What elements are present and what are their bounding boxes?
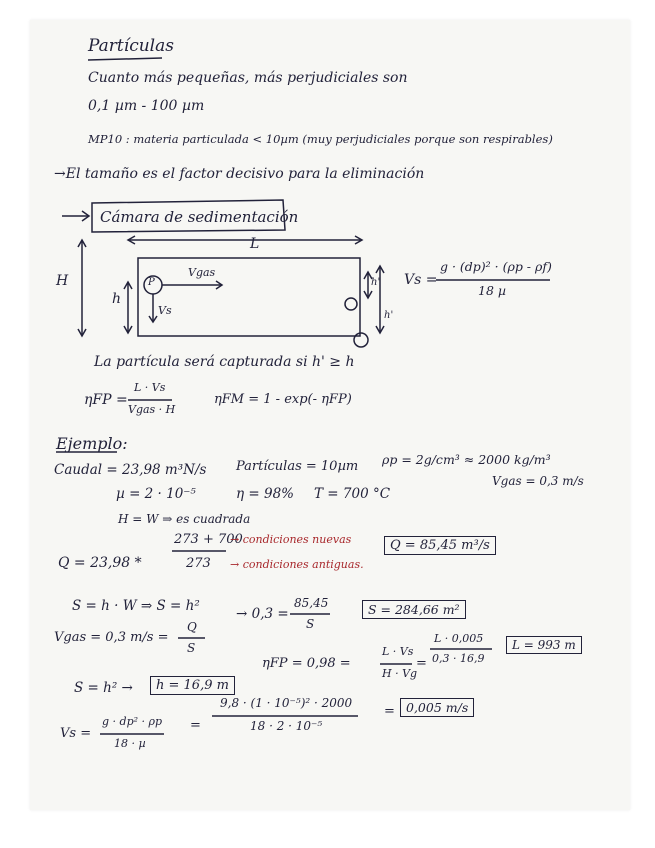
eta-fp-lhs: ηFP = xyxy=(84,392,128,408)
section-heading: Cámara de sedimentación xyxy=(100,208,299,226)
efp-numerator: L · Vs xyxy=(382,645,414,658)
label-L: L xyxy=(250,236,260,252)
h-relation: S = h² → xyxy=(74,680,133,696)
example-heading: Ejemplo: xyxy=(56,434,128,453)
efp-equals: = xyxy=(416,656,427,671)
v-numerator: Q xyxy=(187,620,197,634)
title-underline xyxy=(88,58,162,60)
q-denominator: 273 xyxy=(186,556,211,571)
eta-fm-formula: ηFM = 1 - exp(- ηFP) xyxy=(214,392,352,407)
example-vgas: Vgas = 0,3 m/s xyxy=(492,474,584,488)
example-eta: η = 98% xyxy=(236,486,294,502)
vgas-relation: Vgas = 0,3 m/s = xyxy=(54,630,169,645)
vs-example-denominator-2: 18 · 2 · 10⁻⁵ xyxy=(250,719,323,733)
vs-example-equals-2: = xyxy=(384,704,395,719)
capture-condition: La partícula será capturada si h' ≥ h xyxy=(94,354,355,370)
eta-fp-denominator: Vgas · H xyxy=(128,403,176,416)
example-hw: H = W ⇒ es cuadrada xyxy=(118,512,251,526)
efp-numerator-2: L · 0,005 xyxy=(434,632,484,645)
q-old-conditions: → condiciones antiguas. xyxy=(230,558,364,571)
example-temperature: T = 700 °C xyxy=(314,486,391,502)
note-line-4: →El tamaño es el factor decisivo para la eliminación xyxy=(54,166,425,182)
settled-particle-lower xyxy=(354,333,368,347)
v-denominator: S xyxy=(187,641,196,655)
eta-fp-numerator: L · Vs xyxy=(134,381,166,394)
chamber-rectangle xyxy=(138,258,360,336)
s-denominator: S xyxy=(306,617,315,631)
vs-formula-lhs: Vs = xyxy=(404,272,438,288)
label-vgas: Vgas xyxy=(188,266,216,279)
label-h: h xyxy=(112,291,122,307)
vs-example-equals: = xyxy=(190,718,201,733)
example-rho: ρp = 2g/cm³ ≈ 2000 kg/m³ xyxy=(382,452,551,467)
vs-result: 0,005 m/s xyxy=(400,698,474,717)
s-result: S = 284,66 m² xyxy=(362,600,466,619)
efp-lhs: ηFP = 0,98 = xyxy=(262,656,351,671)
s-relation: S = h · W ⇒ S = h² xyxy=(72,598,200,614)
L-result: L = 993 m xyxy=(506,636,582,654)
label-vs: Vs xyxy=(158,304,172,317)
vs-example-numerator: g · dp² · ρp xyxy=(102,715,163,728)
q-result: Q = 85,45 m³/s xyxy=(384,536,496,555)
label-particle: P xyxy=(148,277,155,288)
vs-formula-denominator: 18 µ xyxy=(478,283,507,298)
label-h-prime-1: h' xyxy=(371,277,381,288)
note-line-3: MP10 : materia particulada < 10µm (muy perjudiciales porque son respirables) xyxy=(88,132,553,146)
example-caudal: Caudal = 23,98 m³N/s xyxy=(54,462,207,478)
q-numerator: 273 + 700 xyxy=(174,532,243,547)
vs-example-denominator: 18 · µ xyxy=(114,737,146,750)
example-particulas: Partículas = 10µm xyxy=(236,459,359,474)
example-mu: µ = 2 · 10⁻⁵ xyxy=(116,486,196,502)
vs-example-numerator-2: 9,8 · (1 · 10⁻⁵)² · 2000 xyxy=(220,696,353,710)
h-result: h = 16,9 m xyxy=(150,676,235,695)
page-title: Partículas xyxy=(88,36,174,56)
q-lhs: Q = 23,98 * xyxy=(58,555,142,571)
s-equation: → 0,3 = xyxy=(236,606,289,622)
label-h-prime-2: h' xyxy=(384,310,394,321)
s-numerator: 85,45 xyxy=(294,596,329,610)
efp-denominator: H · Vg xyxy=(382,667,418,680)
settled-particle-upper xyxy=(345,298,357,310)
efp-denominator-2: 0,3 · 16,9 xyxy=(432,652,485,665)
label-H: H xyxy=(56,273,69,289)
q-new-conditions: → condiciones nuevas xyxy=(230,533,352,546)
note-line-1: Cuanto más pequeñas, más perjudiciales son xyxy=(88,70,408,86)
vs-example-lhs: Vs = xyxy=(60,726,92,741)
vs-formula-numerator: g · (dp)² · (ρp - ρf) xyxy=(440,259,552,274)
note-line-2: 0,1 µm - 100 µm xyxy=(88,98,205,114)
